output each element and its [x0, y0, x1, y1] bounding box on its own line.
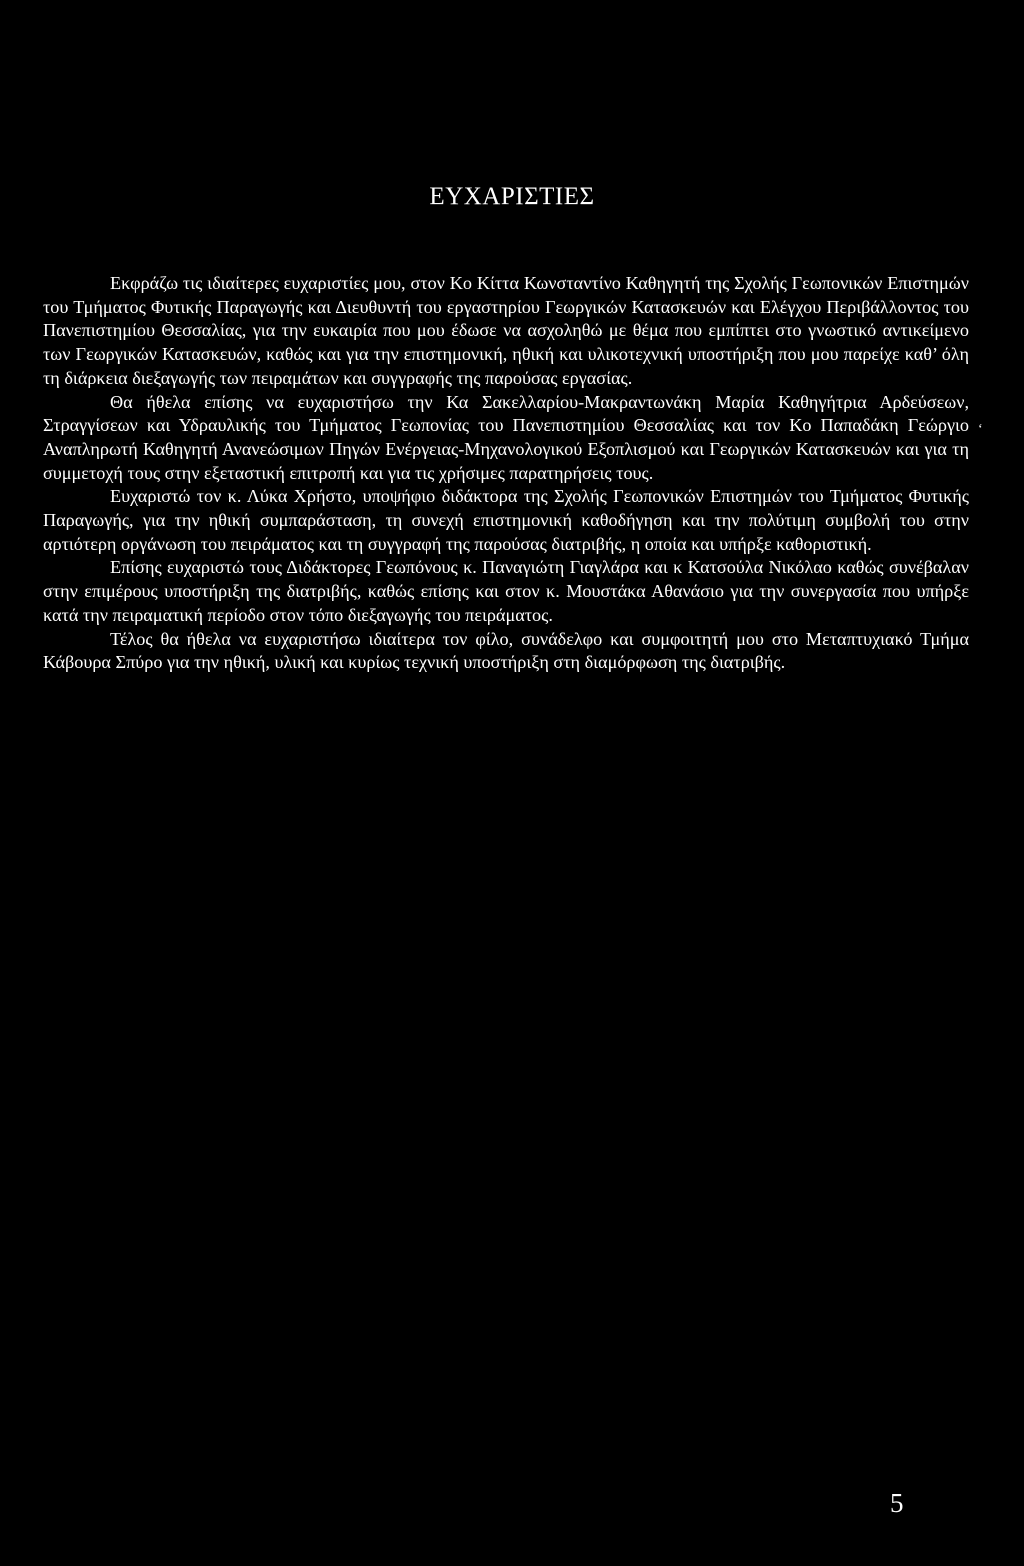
acknowledgements-body — [43, 272, 969, 675]
scan-artifact-mark: ʻ — [978, 422, 983, 437]
paragraph-1: Εκφράζω τις ιδιαίτερες ευχαριστίες μου, στον Κο Κίττα Κωνσταντίνο Καθηγητή της Σχολής Γεωπονικών Επιστημών του Τμήματος Φυτικής Παραγωγής και Διευθυντή του εργαστηρίου Γεωργικών Κατασκευών και Ελέγχου Περιβάλλοντος του Πανεπιστημίου Θεσσαλίας, για την ευκαιρία που μου έδωσε να ασχοληθώ με θέμα που εμπίπτει στο γνωστικό αντικείμενο των Γεωργικών Κατασκευών, καθώς και για την επιστημονική, ηθική και υλικοτεχνική υποστήριξη που μου παρείχε καθ’ όλη τη διάρκεια διεξαγωγής των πειραμάτων και συγγραφής της παρούσας εργασίας. — [43, 273, 969, 388]
page-title: ΕΥΧΑΡΙΣΤΙΕΣ — [429, 183, 595, 210]
paragraph-5: Τέλος θα ήθελα να ευχαριστήσω ιδιαίτερα τον φίλο, συνάδελφο και συμφοιτητή μου στο Μεταπτυχιακό Τμήμα Κάβουρα Σπύρο για την ηθική, υλική και κυρίως τεχνική υποστήριξη στη διαμόρφωση της διατριβής. — [43, 628, 969, 673]
paragraph-3: Ευχαριστώ τον κ. Λύκα Χρήστο, υποψήφιο διδάκτορα της Σχολής Γεωπονικών Επιστημών του Τμήματος Φυτικής Παραγωγής, για την ηθική συμπαράσταση, τη συνεχή επιστημονική καθοδήγηση και την πολύτιμη συμβολή του στην αρτιότερη οργάνωση του πειράματος και τη συγγραφή της παρούσας διατριβής, η οποία και υπήρξε καθοριστική. — [43, 486, 969, 554]
page-number: 5 — [890, 1488, 904, 1518]
paragraph-4: Επίσης ευχαριστώ τους Διδάκτορες Γεωπόνους κ. Παναγιώτη Γιαγλάρα και κ Κατσούλα Νικόλαο καθώς συνέβαλαν στην επιμέρους υποστήριξη της διατριβής, καθώς επίσης και στον κ. Μουστάκα Αθανάσιο για την συνεργασία που υπήρξε κατά την πειραματική περίοδο στον τόπο διεξαγωγής του πειράματος. — [43, 557, 969, 625]
paragraph-2: Θα ήθελα επίσης να ευχαριστήσω την Κα Σακελλαρίου-Μακραντωνάκη Μαρία Καθηγήτρια Αρδεύσεων, Στραγγίσεων και Υδραυλικής του Τμήματος Γεωπονίας του Πανεπιστημίου Θεσσαλίας και τον Κο Παπαδάκη Γεώργιο Αναπληρωτή Καθηγητή Ανανεώσιμων Πηγών Ενέργειας-Μηχανολογικού Εξοπλισμού και Γεωργικών Κατασκευών και για τη συμμετοχή τους στην εξεταστική επιτροπή και για τις χρήσιμες παρατηρήσεις τους. — [43, 391, 969, 483]
